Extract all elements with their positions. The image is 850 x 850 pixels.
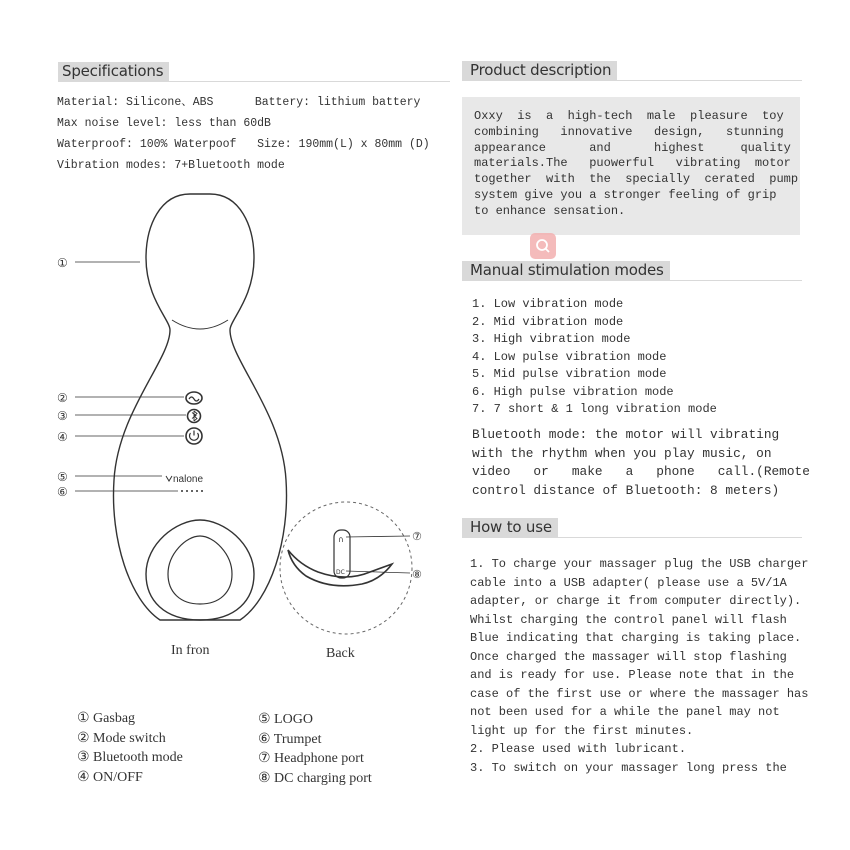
description-line: materials.The puowerful vibrating motor [474,156,791,171]
product-description-heading [462,61,802,81]
legend-left [77,709,183,787]
how-to-use-heading [462,518,802,538]
trumpet-dots [181,490,203,492]
list-item: 5. Mid pulse vibration mode [472,367,667,381]
callout-5: ⑤ [57,470,68,484]
specifications-heading-text: Specifications [58,62,169,81]
product-description-box [462,97,800,235]
back-view-body [288,550,392,586]
bluetooth-line: video or make a phone call.(Remote [472,464,810,479]
power-button-drawing [186,428,202,444]
description-line: together with the specially cerated pump [474,172,799,187]
list-item: 4. Low pulse vibration mode [472,349,667,364]
dc-port-label: DC [336,569,345,576]
instruction-line: Whilst charging the control panel will flash [470,612,787,627]
legend-item: ① Gasbag [77,711,136,726]
legend-item: ⑧ DC charging port [258,770,372,786]
list-item: 7. 7 short & 1 long vibration mode [472,402,717,416]
description-line: to enhance sensation. [474,203,626,218]
legend-item: ⑥ Trumpet [258,731,322,747]
instruction-line: 3. To switch on your massager long press the [470,760,787,775]
how-to-use-text [470,555,808,777]
legend-item: ④ ON/OFF [77,769,143,785]
product-diagram [0,180,450,640]
legend-item: ③ Bluetooth mode [77,750,183,765]
bluetooth-line: Bluetooth mode: the motor will vibrating [472,427,780,442]
headphone-port-symbol: ∩ [338,535,344,544]
instruction-line: and is ready for use. Please note that in the [470,668,795,682]
legend-item: ⑤ LOGO [258,712,313,727]
logo-mark [166,474,203,485]
list-item: 1. Low vibration mode [472,297,624,311]
callout-8: ⑧ [412,568,422,581]
bluetooth-paragraph [472,426,810,500]
bluetooth-line: control distance of Bluetooth: 8 meters) [472,482,780,498]
instruction-line: not been used for a while the panel may not [470,705,780,719]
specifications-block [57,92,430,176]
instruction-line: Once charged the massager will stop flashing [470,649,787,664]
spec-line: Material: Silicone、ABS Battery: lithium battery [57,96,421,109]
list-item: 3. High vibration mode [472,332,631,346]
instruction-line: cable into a USB adapter( please use a 5V/1A [470,575,787,590]
specifications-heading [58,62,450,82]
list-item: 2. Mid vibration mode [472,314,624,329]
instruction-line: 2. Please used with lubricant. [470,742,687,756]
modes-list [472,296,717,419]
how-to-use-heading-text: How to use [462,518,558,537]
bottom-opening-inner [168,536,232,604]
spec-line: Waterproof: 100% Waterpoof Size: 190mm(L) x 80mm (D) [57,138,430,151]
product-description-heading-text: Product description [462,61,617,80]
bluetooth-line: with the rhythm when you play music, on [472,445,772,461]
callout-6: ⑥ [57,485,68,499]
instruction-line: adapter, or charge it from computer directly). [470,594,802,608]
spec-line: Vibration modes: 7+Bluetooth mode [57,159,285,172]
callout-1: ① [57,256,68,270]
callout-2: ② [57,391,68,405]
callout-7: ⑦ [412,530,422,543]
logo-text: nalone [173,474,204,485]
list-item: 6. High pulse vibration mode [472,384,674,399]
instruction-line: 1. To charge your massager plug the USB charger [470,557,809,571]
legend-item: ⑦ Headphone port [258,751,364,766]
description-line: appearance and highest quality [474,140,791,155]
back-view-caption: Back [326,646,355,661]
description-line: system give you a stronger feeling of grip [474,187,777,202]
search-icon [530,233,556,259]
description-line: Oxxy is a high-tech male pleasure toy [474,109,784,123]
bluetooth-button-drawing [188,410,201,423]
instruction-line: case of the first use or where the massager has [470,686,809,701]
front-body-outline [113,194,286,620]
callout-3: ③ [57,409,68,423]
manual-modes-heading-text: Manual stimulation modes [462,261,670,280]
legend-item: ② Mode switch [77,730,166,746]
gasbag-neck [172,320,228,329]
callout-4: ④ [57,430,68,444]
legend-right [258,710,372,788]
description-line: combining innovative design, stunning [474,124,784,139]
spec-line: Max noise level: less than 60dB [57,117,271,130]
instruction-line: Blue indicating that charging is taking place. [470,631,802,645]
back-view-dashed-circle [280,502,412,634]
instruction-line: light up for the first minutes. [470,723,694,738]
manual-modes-heading [462,261,802,281]
front-view-caption: In fron [171,643,210,658]
mode-switch-button-drawing [186,392,202,404]
bottom-opening-outer [146,520,254,620]
